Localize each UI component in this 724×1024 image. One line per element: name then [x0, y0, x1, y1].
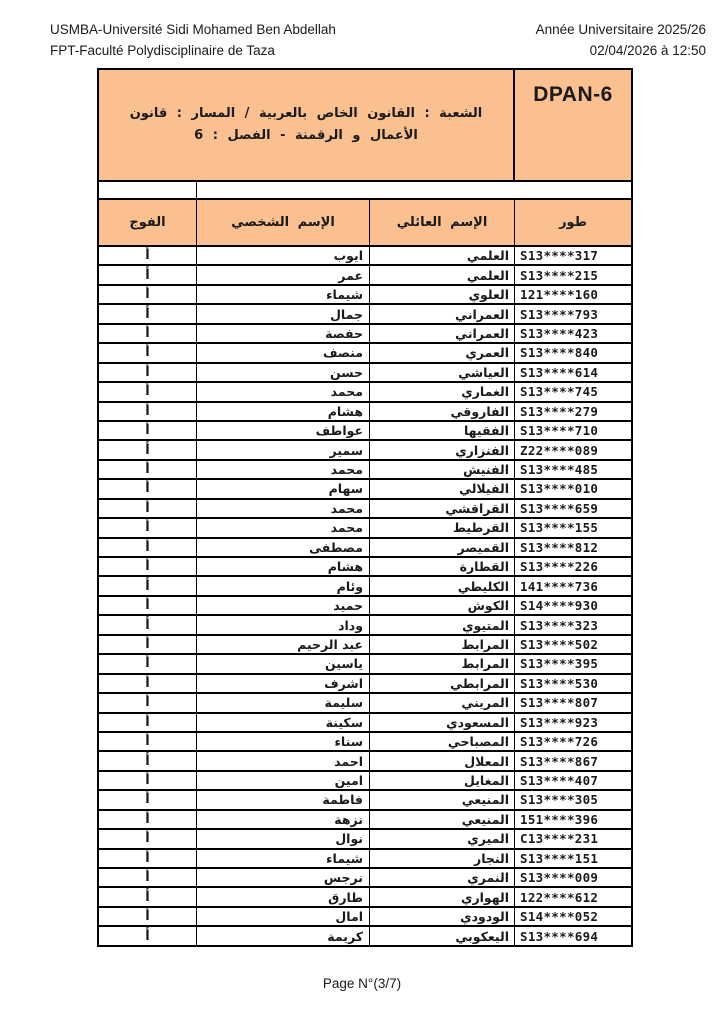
cell-first-name: محمد — [197, 500, 370, 517]
cell-first-name: هشام — [197, 403, 370, 420]
cell-first-name: شيماء — [197, 850, 370, 867]
cell-code: S13****009 — [520, 870, 599, 886]
spacer-row — [99, 182, 631, 200]
cell-first-name: امين — [197, 772, 370, 789]
cell-last-name: الفنيش — [370, 461, 515, 478]
cell-code: S13****423 — [520, 325, 599, 341]
cell-last-name: المتيوي — [370, 616, 515, 633]
cell-first-name: احمد — [197, 752, 370, 769]
cell-last-name: اليعكوبي — [370, 927, 515, 944]
cell-last-name: الكوش — [370, 597, 515, 614]
spacer-cell-left — [99, 182, 197, 198]
column-header-row — [99, 200, 631, 245]
cell-group: أ — [99, 714, 197, 731]
table-row — [99, 459, 631, 478]
cell-group: أ — [99, 791, 197, 808]
cell-group: أ — [99, 441, 197, 458]
table-row — [99, 770, 631, 789]
cell-last-name: النجار — [370, 850, 515, 867]
cell-last-name: الميري — [370, 830, 515, 847]
cell-group: أ — [99, 636, 197, 653]
cell-group: أ — [99, 558, 197, 575]
section-title — [99, 70, 515, 180]
cell-last-name: المرابط — [370, 655, 515, 672]
cell-code: S13****614 — [520, 364, 599, 380]
cell-group: أ — [99, 480, 197, 497]
cell-code: S13****710 — [520, 423, 599, 439]
table-row — [99, 575, 631, 594]
cell-code: S13****317 — [520, 248, 599, 264]
cell-group: أ — [99, 519, 197, 536]
cell-first-name: حفصة — [197, 325, 370, 342]
table-row — [99, 634, 631, 653]
cell-first-name: محمد — [197, 519, 370, 536]
cell-code: 122****612 — [520, 889, 599, 905]
cell-group: أ — [99, 655, 197, 672]
cell-first-name: محمد — [197, 383, 370, 400]
table-row — [99, 323, 631, 342]
column-header-last-name: الإسم العائلي — [370, 200, 515, 245]
cell-group: أ — [99, 694, 197, 711]
cell-first-name: كريمة — [197, 927, 370, 944]
cell-code: S13****305 — [520, 792, 599, 808]
section-title-line2: الأعمال و الرقمنة - الفصل : 6 — [194, 128, 418, 143]
column-header-code: طور — [559, 215, 587, 230]
table-row — [99, 809, 631, 828]
cell-code: S13****502 — [520, 636, 599, 652]
cell-first-name: امال — [197, 908, 370, 925]
cell-group: أ — [99, 830, 197, 847]
table-row — [99, 381, 631, 400]
cell-last-name: الفيلالي — [370, 480, 515, 497]
table-row — [99, 478, 631, 497]
cell-code: S13****279 — [520, 403, 599, 419]
cell-last-name: العلوي — [370, 286, 515, 303]
cell-first-name: جمال — [197, 305, 370, 322]
table-row — [99, 828, 631, 847]
cell-group: أ — [99, 403, 197, 420]
cell-first-name: حسن — [197, 364, 370, 381]
table-row — [99, 342, 631, 361]
cell-last-name: المريني — [370, 694, 515, 711]
cell-code: S14****052 — [520, 909, 599, 925]
table-row — [99, 750, 631, 769]
cell-first-name: مصطفى — [197, 539, 370, 556]
page-number: Page N°(3/7) — [322, 976, 402, 991]
cell-group: أ — [99, 597, 197, 614]
cell-first-name: نزهة — [197, 811, 370, 828]
cell-group: أ — [99, 733, 197, 750]
cell-first-name: شيماء — [197, 286, 370, 303]
table-row — [99, 284, 631, 303]
cell-last-name: الكليطي — [370, 577, 515, 594]
table-row — [99, 673, 631, 692]
cell-last-name: المصباحي — [370, 733, 515, 750]
table-row — [99, 517, 631, 536]
cell-code: S13****395 — [520, 656, 599, 672]
cell-group: أ — [99, 927, 197, 944]
cell-code: S13****485 — [520, 462, 599, 478]
table-row — [99, 614, 631, 633]
cell-code: S13****867 — [520, 753, 599, 769]
cell-last-name: النمري — [370, 869, 515, 886]
cell-code: S13****840 — [520, 345, 599, 361]
cell-first-name: وداد — [197, 616, 370, 633]
table-row — [99, 906, 631, 925]
table-row — [99, 712, 631, 731]
cell-first-name: عمر — [197, 266, 370, 283]
cell-first-name: عبد الرحيم — [197, 636, 370, 653]
table-row — [99, 264, 631, 283]
cell-group: أ — [99, 286, 197, 303]
cell-last-name: العمراني — [370, 305, 515, 322]
cell-group: أ — [99, 500, 197, 517]
cell-group: أ — [99, 383, 197, 400]
cell-last-name: القميصر — [370, 539, 515, 556]
cell-last-name: الهواري — [370, 888, 515, 905]
cell-first-name: هشام — [197, 558, 370, 575]
cell-first-name: فاطمة — [197, 791, 370, 808]
cell-group: أ — [99, 247, 197, 264]
table-row — [99, 848, 631, 867]
institution-line2: FPT-Faculté Polydisciplinaire de Taza — [50, 42, 275, 58]
cell-group: أ — [99, 752, 197, 769]
table-row — [99, 731, 631, 750]
section-title-line1: الشعبة : القانون الخاص بالعربية / المسار : قانون — [129, 106, 483, 121]
cell-first-name: ايوب — [197, 247, 370, 264]
cell-group: أ — [99, 577, 197, 594]
cell-code: S13****694 — [520, 928, 599, 944]
cell-group: أ — [99, 539, 197, 556]
cell-code: S13****793 — [520, 306, 599, 322]
cell-first-name: حميد — [197, 597, 370, 614]
cell-group: أ — [99, 888, 197, 905]
cell-group: أ — [99, 850, 197, 867]
spacer-cell-right — [197, 182, 631, 198]
cell-group: أ — [99, 869, 197, 886]
table-row — [99, 595, 631, 614]
cell-code: S13****010 — [520, 481, 599, 497]
cell-last-name: العياشي — [370, 364, 515, 381]
cell-last-name: الفاروقي — [370, 403, 515, 420]
cell-code: S13****923 — [520, 714, 599, 730]
table-row — [99, 498, 631, 517]
table-row — [99, 537, 631, 556]
table-row — [99, 245, 631, 264]
cell-first-name: عواطف — [197, 422, 370, 439]
cell-code: S14****930 — [520, 598, 599, 614]
cell-last-name: العمراني — [370, 325, 515, 342]
cell-code: Z22****089 — [520, 442, 599, 458]
cell-last-name: الفقيها — [370, 422, 515, 439]
table-row — [99, 789, 631, 808]
cell-first-name: وئام — [197, 577, 370, 594]
cell-first-name: محمد — [197, 461, 370, 478]
cell-group: أ — [99, 811, 197, 828]
date-header — [536, 20, 706, 61]
cell-last-name: المعلال — [370, 752, 515, 769]
cell-last-name: القراقشي — [370, 500, 515, 517]
cell-last-name: العلمي — [370, 247, 515, 264]
cell-last-name: الودودي — [370, 908, 515, 925]
cell-first-name: ياسين — [197, 655, 370, 672]
institution-line1: USMBA-Université Sidi Mohamed Ben Abdellah — [50, 22, 336, 37]
cell-first-name: سهام — [197, 480, 370, 497]
cell-last-name: المسعودي — [370, 714, 515, 731]
cell-code: 141****736 — [520, 578, 599, 594]
cell-code: S13****151 — [520, 850, 599, 866]
program-code: DPAN-6 — [533, 83, 613, 106]
cell-last-name: القطارة — [370, 558, 515, 575]
table-row — [99, 303, 631, 322]
cell-group: أ — [99, 461, 197, 478]
cell-first-name: سكينة — [197, 714, 370, 731]
student-list-table — [97, 68, 633, 947]
print-datetime: 02/04/2026 à 12:50 — [589, 42, 706, 58]
cell-first-name: نوال — [197, 830, 370, 847]
cell-code: C13****231 — [520, 831, 599, 847]
cell-last-name: المنيعي — [370, 791, 515, 808]
cell-code: S13****407 — [520, 773, 599, 789]
table-row — [99, 867, 631, 886]
cell-group: أ — [99, 325, 197, 342]
column-header-group: الفوج — [99, 200, 197, 245]
cell-group: أ — [99, 616, 197, 633]
cell-last-name: المرابط — [370, 636, 515, 653]
cell-code: S13****226 — [520, 559, 599, 575]
table-row — [99, 653, 631, 672]
table-title-band — [99, 70, 631, 182]
table-row — [99, 439, 631, 458]
cell-code: 151****396 — [520, 811, 599, 827]
cell-last-name: المنيعي — [370, 811, 515, 828]
cell-last-name: العلمي — [370, 266, 515, 283]
table-row — [99, 925, 631, 944]
cell-group: أ — [99, 675, 197, 692]
cell-code: S13****215 — [520, 267, 599, 283]
table-row — [99, 556, 631, 575]
cell-group: أ — [99, 422, 197, 439]
cell-code: S13****812 — [520, 539, 599, 555]
cell-code: S13****323 — [520, 617, 599, 633]
cell-last-name: المغايل — [370, 772, 515, 789]
cell-last-name: القرطيط — [370, 519, 515, 536]
table-row — [99, 401, 631, 420]
cell-code: S13****807 — [520, 695, 599, 711]
cell-group: أ — [99, 344, 197, 361]
cell-group: أ — [99, 908, 197, 925]
table-row — [99, 886, 631, 905]
cell-group: أ — [99, 772, 197, 789]
cell-first-name: سليمة — [197, 694, 370, 711]
cell-first-name: سمير — [197, 441, 370, 458]
cell-first-name: نرجس — [197, 869, 370, 886]
column-header-first-name: الإسم الشخصي — [197, 200, 370, 245]
table-row — [99, 420, 631, 439]
cell-group: أ — [99, 266, 197, 283]
cell-code: S13****530 — [520, 675, 599, 691]
cell-last-name: الغماري — [370, 383, 515, 400]
cell-code: S13****726 — [520, 734, 599, 750]
table-row — [99, 362, 631, 381]
cell-last-name: العمري — [370, 344, 515, 361]
cell-first-name: سناء — [197, 733, 370, 750]
institution-header — [50, 20, 336, 61]
cell-code: 121****160 — [520, 287, 599, 303]
cell-last-name: المرابطي — [370, 675, 515, 692]
cell-group: أ — [99, 305, 197, 322]
cell-first-name: طارق — [197, 888, 370, 905]
cell-code: S13****155 — [520, 520, 599, 536]
cell-group: أ — [99, 364, 197, 381]
table-row — [99, 692, 631, 711]
cell-code: S13****659 — [520, 500, 599, 516]
cell-code: S13****745 — [520, 384, 599, 400]
table-body — [99, 245, 631, 945]
academic-year: Année Universitaire 2025/26 — [535, 22, 706, 37]
cell-first-name: اشرف — [197, 675, 370, 692]
cell-last-name: الفنزاري — [370, 441, 515, 458]
cell-first-name: منصف — [197, 344, 370, 361]
